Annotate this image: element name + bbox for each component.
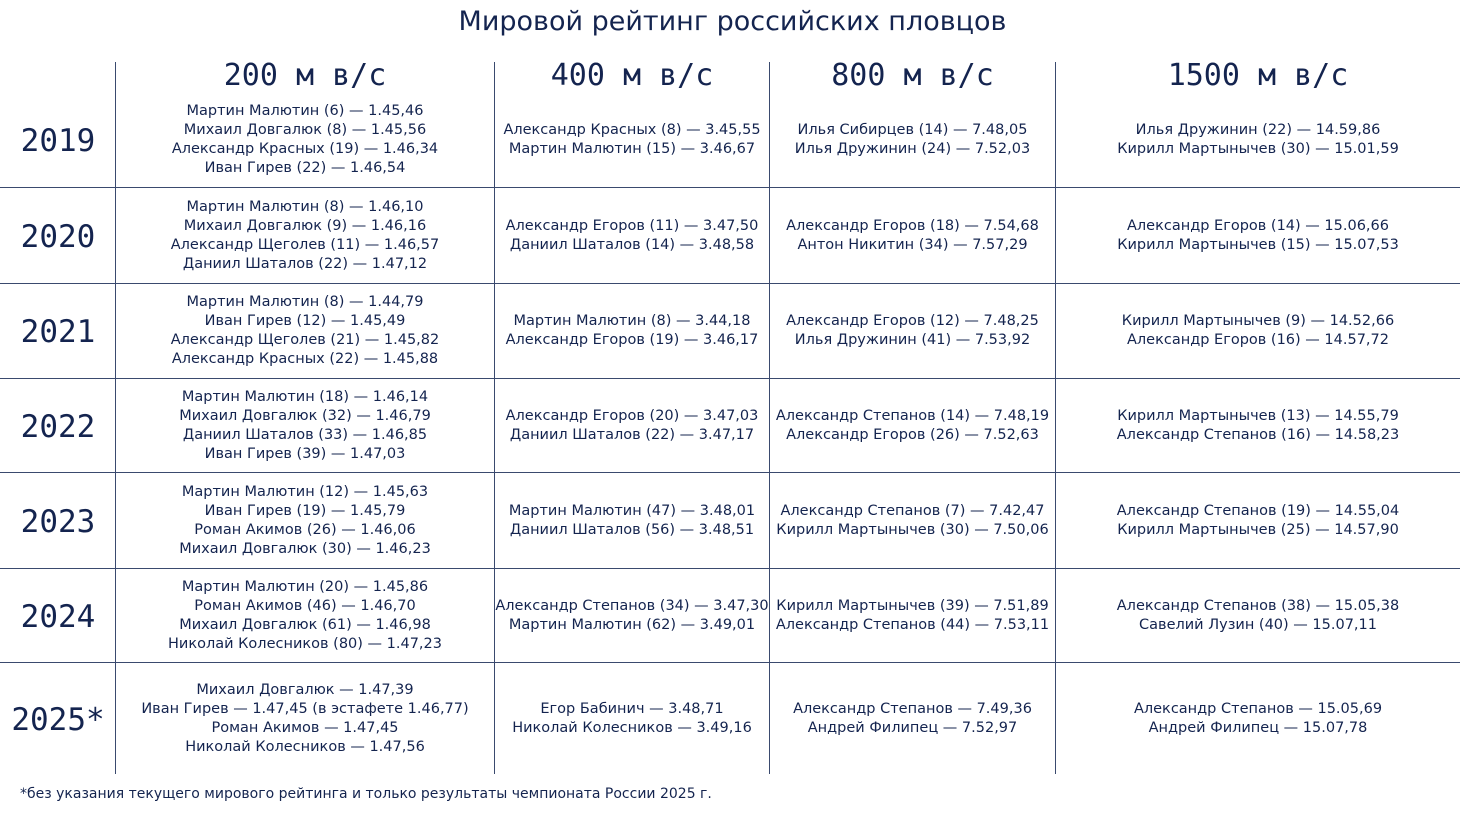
result-entry: Александр Егоров (19) — 3.46,17	[505, 332, 759, 348]
table-cell	[495, 379, 769, 472]
result-entry: Александр Егоров (11) — 3.47,50	[505, 217, 759, 234]
result-entry: Кирилл Мартынычев (30) — 15.01,59	[1117, 140, 1399, 157]
result-entry: Кирилл Мартынычев (9) — 14.52,66	[1121, 313, 1395, 329]
table-cell	[1056, 663, 1460, 774]
table-cell	[495, 284, 769, 378]
result-entry: Мартин Малютин (62) — 3.49,01	[508, 616, 756, 633]
result-entry: Александр Степанов (16) — 14.58,23	[1116, 426, 1400, 443]
result-entry: Мартин Малютин (8) — 1.46,10	[186, 198, 424, 215]
year-label: 2025*	[11, 702, 105, 738]
table-cell	[495, 473, 769, 568]
table-cell	[495, 92, 769, 187]
result-entry: Мартин Малютин (20) — 1.45,86	[181, 578, 429, 595]
result-entry: Кирилл Мартынычев (13) — 14.55,79	[1117, 407, 1399, 424]
result-entry: Николай Колесников — 3.49,16	[512, 719, 752, 736]
result-entry: Александр Щеголев (11) — 1.46,57	[170, 236, 440, 253]
table-cell	[770, 473, 1055, 568]
table-cell	[116, 663, 494, 774]
result-entry: Илья Дружинин (24) — 7.52,03	[794, 140, 1031, 157]
result-entry: Иван Гирев (12) — 1.45,49	[204, 313, 406, 329]
table-cell	[116, 473, 494, 568]
table-cell	[495, 569, 769, 662]
result-entry: Даниил Шаталов (22) — 3.47,17	[509, 426, 755, 443]
year-label: 2022	[20, 409, 96, 445]
result-entry: Иван Гирев — 1.47,45 (в эстафете 1.46,77)	[141, 700, 469, 717]
column-header-200m: 200 м в/с	[223, 58, 387, 93]
result-entry: Илья Дружинин (22) — 14.59,86	[1135, 121, 1381, 138]
year-label: 2024	[20, 599, 96, 635]
result-entry: Михаил Довгалюк (32) — 1.46,79	[179, 407, 431, 424]
result-entry: Андрей Филипец — 15.07,78	[1148, 719, 1368, 736]
table-cell	[770, 569, 1055, 662]
result-entry: Александр Егоров (12) — 7.48,25	[786, 313, 1039, 329]
result-entry: Иван Гирев (19) — 1.45,79	[204, 502, 406, 519]
result-entry: Александр Егоров (26) — 7.52,63	[786, 426, 1039, 443]
result-entry: Мартин Малютин (8) — 1.44,79	[186, 294, 424, 310]
column-header-1500m: 1500 м в/с	[1167, 58, 1349, 93]
table-cell	[1056, 379, 1460, 472]
result-entry: Мартин Малютин (12) — 1.45,63	[181, 483, 429, 500]
table-cell	[1056, 284, 1460, 378]
result-entry: Роман Акимов (46) — 1.46,70	[194, 597, 416, 614]
year-label: 2023	[20, 504, 96, 540]
result-entry: Кирилл Мартынычев (15) — 15.07,53	[1117, 236, 1399, 253]
result-entry: Михаил Довгалюк (8) — 1.45,56	[183, 121, 427, 138]
result-entry: Александр Степанов (7) — 7.42,47	[780, 502, 1045, 519]
result-entry: Михаил Довгалюк (30) — 1.46,23	[179, 540, 431, 557]
result-entry: Кирилл Мартынычев (39) — 7.51,89	[776, 597, 1049, 614]
result-entry: Николай Колесников (80) — 1.47,23	[168, 635, 442, 652]
table-cell	[770, 379, 1055, 472]
result-entry: Александр Степанов (38) — 15.05,38	[1116, 597, 1400, 614]
result-entry: Илья Дружинин (41) — 7.53,92	[794, 332, 1031, 348]
table-cell	[116, 92, 494, 187]
table-cell	[1056, 188, 1460, 283]
table-cell	[116, 569, 494, 662]
table-cell	[495, 663, 769, 774]
result-entry: Александр Красных (22) — 1.45,88	[171, 351, 439, 367]
result-entry: Александр Щеголев (21) — 1.45,82	[170, 332, 440, 348]
result-entry: Николай Колесников — 1.47,56	[185, 738, 425, 755]
result-entry: Даниил Шаталов (56) — 3.48,51	[509, 521, 755, 538]
result-entry: Александр Степанов (14) — 7.48,19	[775, 407, 1050, 424]
table-cell	[1056, 473, 1460, 568]
table-cell	[1056, 92, 1460, 187]
result-entry: Александр Степанов (44) — 7.53,11	[775, 616, 1050, 633]
result-entry: Савелий Лузин (40) — 15.07,11	[1139, 616, 1377, 633]
result-entry: Кирилл Мартынычев (30) — 7.50,06	[776, 521, 1049, 538]
result-entry: Александр Красных (19) — 1.46,34	[171, 140, 439, 157]
result-entry: Даниил Шаталов (14) — 3.48,58	[509, 236, 755, 253]
table-cell	[1056, 569, 1460, 662]
result-entry: Михаил Довгалюк — 1.47,39	[196, 681, 414, 698]
table-cell	[770, 663, 1055, 774]
result-entry: Александр Егоров (18) — 7.54,68	[786, 217, 1039, 234]
result-entry: Мартин Малютин (8) — 3.44,18	[513, 313, 751, 329]
year-label: 2020	[20, 219, 96, 255]
result-entry: Иван Гирев (39) — 1.47,03	[204, 445, 406, 462]
result-entry: Егор Бабинич — 3.48,71	[540, 700, 724, 717]
result-entry: Роман Акимов — 1.47,45	[211, 719, 399, 736]
result-entry: Мартин Малютин (47) — 3.48,01	[508, 502, 756, 519]
result-entry: Михаил Довгалюк (9) — 1.46,16	[183, 217, 427, 234]
result-entry: Александр Красных (8) — 3.45,55	[503, 121, 761, 138]
result-entry: Иван Гирев (22) — 1.46,54	[204, 159, 406, 176]
table-cell	[495, 188, 769, 283]
result-entry: Александр Егоров (14) — 15.06,66	[1127, 217, 1389, 234]
table-cell	[770, 92, 1055, 187]
year-label: 2021	[20, 314, 96, 350]
year-label: 2019	[20, 123, 96, 159]
result-entry: Мартин Малютин (15) — 3.46,67	[508, 140, 756, 157]
table-cell	[770, 188, 1055, 283]
page-title: Мировой рейтинг российских пловцов	[458, 6, 1007, 37]
footnote: *без указания текущего мирового рейтинга и только результаты чемпионата России 2025 г.	[20, 786, 712, 802]
column-header-400m: 400 м в/с	[550, 58, 714, 93]
result-entry: Роман Акимов (26) — 1.46,06	[194, 521, 416, 538]
column-header-800m: 800 м в/с	[831, 58, 994, 93]
result-entry: Мартин Малютин (6) — 1.45,46	[186, 102, 424, 119]
result-entry: Александр Егоров (20) — 3.47,03	[505, 407, 759, 424]
result-entry: Антон Никитин (34) — 7.57,29	[797, 236, 1028, 253]
table-cell	[770, 284, 1055, 378]
result-entry: Кирилл Мартынычев (25) — 14.57,90	[1117, 521, 1399, 538]
result-entry: Даниил Шаталов (33) — 1.46,85	[182, 426, 428, 443]
result-entry: Александр Степанов (19) — 14.55,04	[1116, 502, 1400, 519]
result-entry: Мартин Малютин (18) — 1.46,14	[181, 388, 429, 405]
result-entry: Александр Степанов (34) — 3.47,30	[495, 597, 769, 614]
result-entry: Илья Сибирцев (14) — 7.48,05	[797, 121, 1028, 138]
result-entry: Александр Егоров (16) — 14.57,72	[1127, 332, 1389, 348]
result-entry: Даниил Шаталов (22) — 1.47,12	[182, 255, 428, 272]
result-entry: Михаил Довгалюк (61) — 1.46,98	[179, 616, 431, 633]
result-entry: Александр Степанов — 7.49,36	[793, 700, 1032, 717]
table-cell	[116, 379, 494, 472]
result-entry: Андрей Филипец — 7.52,97	[807, 719, 1018, 736]
table-cell	[116, 188, 494, 283]
table-cell	[116, 284, 494, 378]
result-entry: Александр Степанов — 15.05,69	[1133, 700, 1383, 717]
